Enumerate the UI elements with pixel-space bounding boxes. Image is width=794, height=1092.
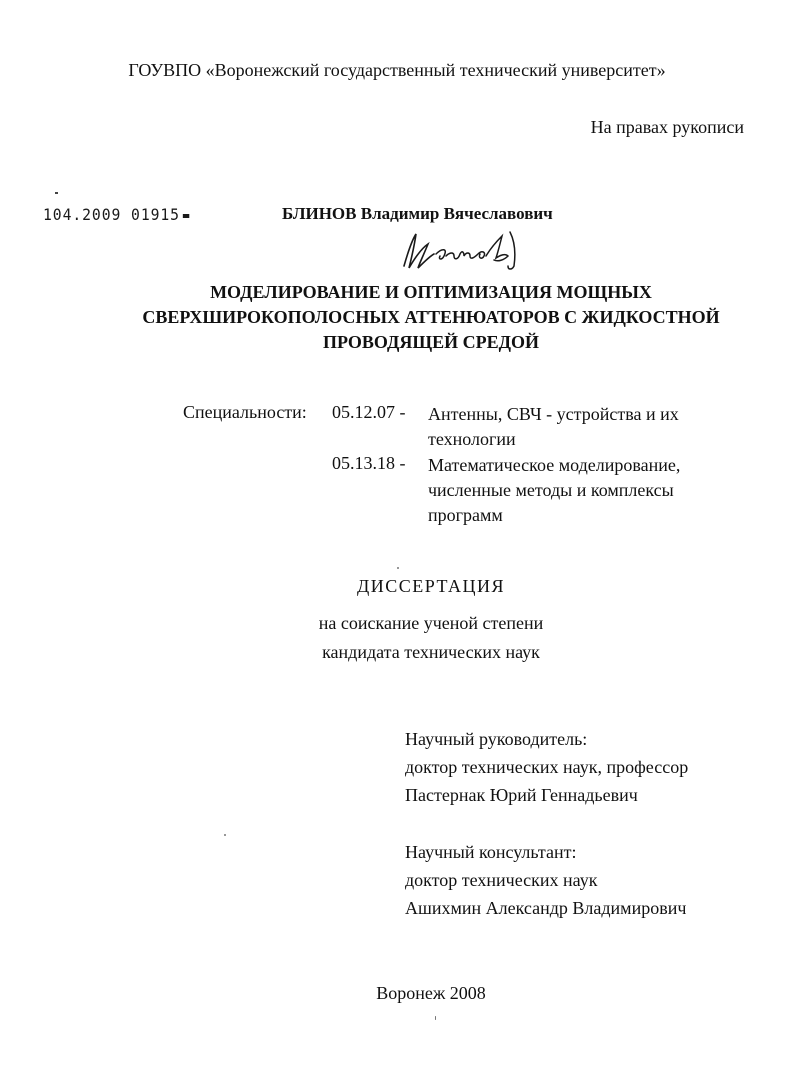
specialty-1-line-1: Антенны, СВЧ - устройства и их [428, 404, 679, 424]
author-name: БЛИНОВ Владимир Вячеславович [282, 204, 553, 223]
specialty-description-1 [428, 402, 679, 452]
supervisor-degree: доктор технических наук, профессор [405, 757, 689, 777]
title-line-2: СВЕРХШИРОКОПОЛОСНЫХ АТТЕНЮАТОРОВ С ЖИДКОСТНОЙ [142, 307, 720, 327]
dissertation-title [0, 280, 794, 355]
city-year: Воронеж 2008 [376, 983, 486, 1003]
specialty-2-line-2: численные методы и комплексы [428, 480, 674, 500]
document-type: ДИССЕРТАЦИЯ [356, 576, 506, 596]
stamp-number: 104.2009 01915 [43, 205, 180, 224]
scan-speck [224, 834, 226, 836]
specialties-label: Специальности: [183, 402, 307, 422]
consultant-degree: доктор технических наук [405, 870, 598, 890]
specialty-code-1: 05.12.07 - [332, 402, 406, 422]
degree-line-1: на соискание ученой степени [318, 613, 544, 633]
supervisor-role: Научный руководитель: [405, 729, 588, 749]
signature-image [398, 226, 538, 274]
scan-speck [397, 567, 399, 569]
title-line-1: МОДЕЛИРОВАНИЕ И ОПТИМИЗАЦИЯ МОЩНЫХ [210, 282, 652, 302]
consultant-role: Научный консультант: [405, 842, 577, 862]
supervisor-name: Пастернак Юрий Геннадьевич [405, 785, 638, 805]
title-line-3: ПРОВОДЯЩЕЙ СРЕДОЙ [322, 332, 540, 352]
stamp-mark [55, 192, 58, 194]
organization-name: ГОУВПО «Воронежский государственный технический университет» [128, 60, 666, 80]
specialty-description-2 [428, 453, 680, 528]
consultant-name: Ашихмин Александр Владимирович [405, 898, 687, 918]
stamp-dash [183, 214, 189, 218]
specialty-1-line-2: технологии [428, 429, 516, 449]
scan-speck [435, 1016, 436, 1020]
rights-note: На правах рукописи [590, 117, 744, 137]
specialty-2-line-3: программ [428, 505, 503, 525]
registration-stamp [43, 205, 189, 224]
degree-line-2: кандидата технических наук [322, 642, 540, 662]
specialty-2-line-1: Математическое моделирование, [428, 455, 681, 475]
specialty-code-2: 05.13.18 - [332, 453, 406, 473]
